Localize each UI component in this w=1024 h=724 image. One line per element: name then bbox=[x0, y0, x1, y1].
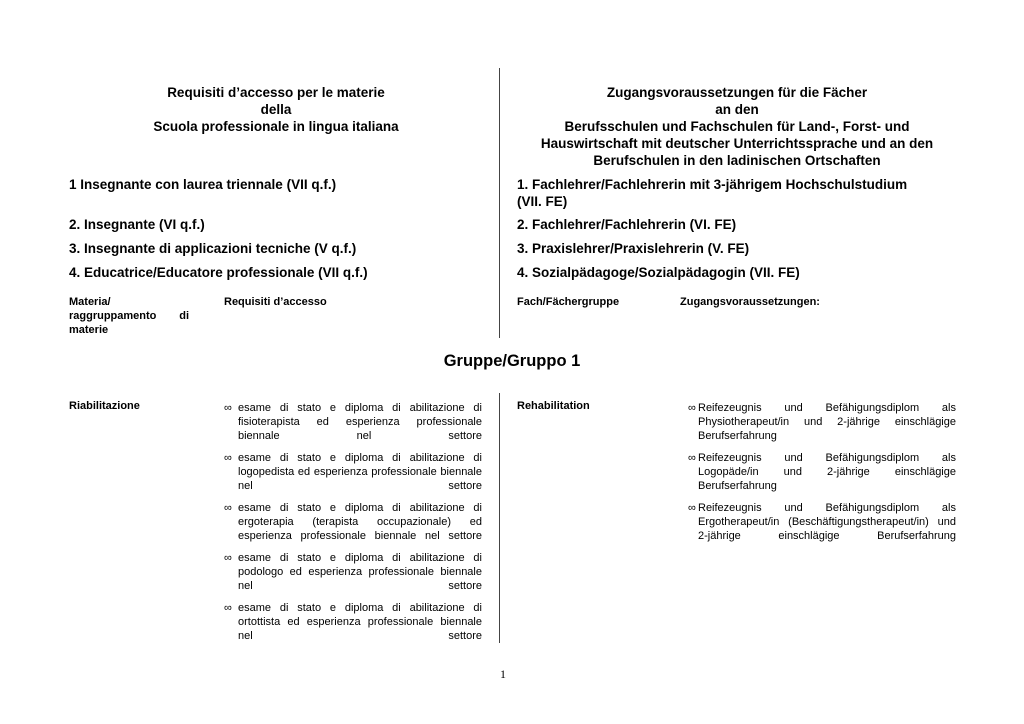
infinity-bullet-icon: ∞ bbox=[688, 502, 696, 514]
requirement-it-4-text: esame di stato e diploma di abilitazione di podologo ed esperienza professionale biennale nel settore bbox=[238, 552, 482, 593]
infinity-bullet-icon: ∞ bbox=[224, 552, 232, 564]
level-de-2: 2. Fachlehrer/Fachlehrerin (VI. FE) bbox=[517, 217, 737, 232]
infinity-bullet-icon: ∞ bbox=[688, 452, 696, 464]
infinity-bullet-icon: ∞ bbox=[224, 452, 232, 464]
level-de-1: 1. Fachlehrer/Fachlehrerin mit 3-jährigem Hochschulstudium (VII. FE) bbox=[517, 177, 908, 209]
requirement-it-1-text: esame di stato e diploma di abilitazione di fisioterapista ed esperienza professionale biennale nel settore bbox=[238, 402, 482, 443]
header-fach: Fach/Fächergruppe bbox=[517, 296, 620, 308]
requirement-it-4 bbox=[224, 551, 482, 594]
requirement-it-2-text: esame di stato e diploma di abilitazione di logopedista ed esperienza professionale biennale nel settore bbox=[238, 452, 482, 493]
requirement-it-3-text: esame di stato e diploma di abilitazione di ergoterapia (terapista occupazionale) ed esperienza professionale biennale nel settore bbox=[238, 502, 482, 543]
subject-it: Riabilitazione bbox=[69, 400, 140, 412]
level-it-3: 3. Insegnante di applicazioni tecniche (V q.f.) bbox=[69, 241, 357, 256]
infinity-bullet-icon: ∞ bbox=[224, 602, 232, 614]
group-title: Gruppe/Gruppo 1 bbox=[443, 352, 581, 370]
right-title: Zugangsvoraussetzungen für die Fächer an den Berufsschulen und Fachschulen für Land-, Forst- und Hauswirtschaft mit deutscher Unterrichtssprache und an den Berufschulen in den ladinischen Ortschaften bbox=[540, 85, 934, 168]
level-it-4: 4. Educatrice/Educatore professionale (VII q.f.) bbox=[69, 265, 368, 280]
header-materia-line3: materie bbox=[69, 324, 109, 336]
level-it-2: 2. Insegnante (VI q.f.) bbox=[69, 217, 205, 232]
column-divider-bottom bbox=[499, 393, 500, 643]
page-number: 1 bbox=[500, 667, 506, 681]
requirement-de-1-text: Reifezeugnis und Befähigungsdiplom als Physiotherapeut/in und 2-jährige einschlägige Berufserfahrung bbox=[698, 402, 956, 443]
requirement-it-5-text: esame di stato e diploma di abilitazione di ortottista ed esperienza professionale biennale nel settore bbox=[238, 602, 482, 643]
requirement-de-3 bbox=[688, 501, 956, 544]
header-zugang: Zugangsvoraussetzungen: bbox=[680, 296, 820, 308]
level-de-3: 3. Praxislehrer/Praxislehrerin (V. FE) bbox=[517, 241, 750, 256]
left-title: Requisiti d’accesso per le materie della Scuola professionale in lingua italiana bbox=[153, 85, 399, 134]
requirement-de-2 bbox=[688, 451, 956, 494]
requirement-de-2-text: Reifezeugnis und Befähigungsdiplom als Logopäde/in und 2-jährige einschlägige Berufserfahrung bbox=[698, 452, 956, 493]
header-materia-line2a: raggruppamento bbox=[69, 310, 157, 322]
level-de-4: 4. Sozialpädagoge/Sozialpädagogin (VII. FE) bbox=[517, 265, 800, 280]
column-divider-top bbox=[499, 68, 500, 338]
level-it-1: 1 Insegnante con laurea triennale (VII q.f.) bbox=[69, 177, 337, 192]
infinity-bullet-icon: ∞ bbox=[224, 402, 232, 414]
header-materia-line1: Materia/ bbox=[69, 296, 111, 308]
requirement-de-1 bbox=[688, 401, 956, 444]
subject-de: Rehabilitation bbox=[517, 400, 590, 412]
requirement-it-2 bbox=[224, 451, 482, 494]
header-materia bbox=[69, 295, 189, 337]
header-materia-line2 bbox=[69, 309, 189, 323]
infinity-bullet-icon: ∞ bbox=[224, 502, 232, 514]
requirement-it-5 bbox=[224, 601, 482, 644]
requirement-de-3-text: Reifezeugnis und Befähigungsdiplom als Ergotherapeut/in (Beschäftigungstherapeut/in) und 2-jährige einschlägige Berufserfahrung bbox=[698, 502, 956, 543]
header-requisiti: Requisiti d’accesso bbox=[224, 296, 327, 308]
requirement-it-1 bbox=[224, 401, 482, 444]
header-materia-line2b: di bbox=[179, 310, 189, 322]
infinity-bullet-icon: ∞ bbox=[688, 402, 696, 414]
requirement-it-3 bbox=[224, 501, 482, 544]
